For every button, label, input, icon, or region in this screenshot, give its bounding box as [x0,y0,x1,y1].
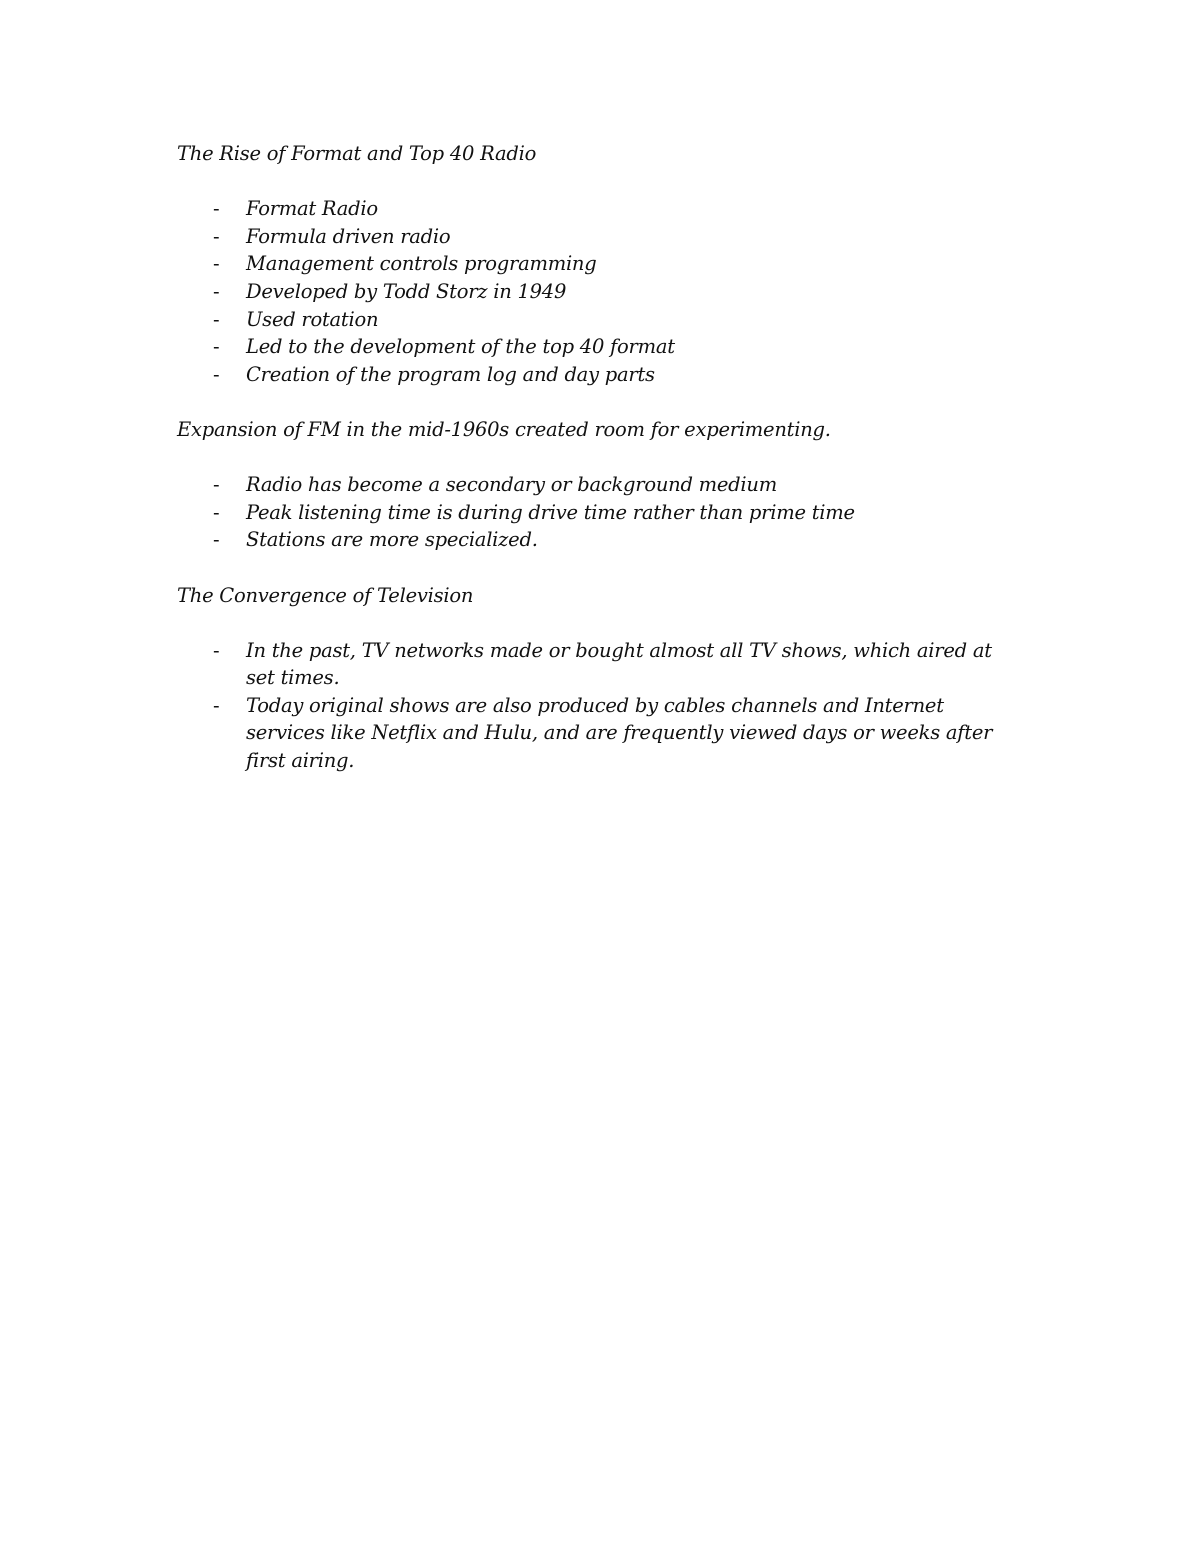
bullet-list-format-radio [177,195,1007,388]
list-item [177,195,1007,223]
list-item [177,526,1007,554]
list-item-text: Led to the development of the top 40 format [246,335,675,359]
list-item [177,637,1007,692]
list-item [177,306,1007,334]
dash-bullet: - [213,693,220,717]
list-item-text: In the past, TV networks made or bought almost all TV shows, which aired at set times. [246,638,992,690]
list-item [177,223,1007,251]
dash-bullet: - [213,500,220,524]
dash-bullet: - [213,307,220,331]
list-item-text: Format Radio [246,197,378,221]
section-heading-fm-expansion: Expansion of FM in the mid-1960s created room for experimenting. [177,417,831,441]
dash-bullet: - [213,252,220,276]
dash-bullet: - [213,335,220,359]
dash-bullet: - [213,473,220,497]
list-item [177,250,1007,278]
dash-bullet: - [213,197,220,221]
dash-bullet: - [213,362,220,386]
list-item-text: Used rotation [246,307,379,331]
list-item-text: Radio has become a secondary or background medium [246,473,777,497]
list-item [177,499,1007,527]
list-item-text: Formula driven radio [246,224,451,248]
list-item-text: Creation of the program log and day parts [246,362,655,386]
list-item [177,361,1007,389]
dash-bullet: - [213,638,220,662]
document-body [177,140,1007,802]
list-item-text: Today original shows are also produced by cables channels and Internet services like Netflix and Hulu, and are frequently viewed days or weeks after first airing. [246,693,993,773]
section-heading-format-radio: The Rise of Format and Top 40 Radio [177,142,537,165]
dash-bullet: - [213,279,220,303]
list-item [177,278,1007,306]
list-item-text: Management controls programming [246,252,597,276]
bullet-list-tv-convergence [177,637,1007,775]
list-item-text: Stations are more specialized. [246,528,538,552]
bullet-list-fm-expansion [177,471,1007,554]
list-item-text: Peak listening time is during drive time rather than prime time [246,500,855,524]
list-item [177,471,1007,499]
dash-bullet: - [213,528,220,552]
list-item [177,333,1007,361]
list-item-text: Developed by Todd Storz in 1949 [246,279,567,303]
dash-bullet: - [213,224,220,248]
list-item [177,692,1007,775]
section-heading-tv-convergence: The Convergence of Television [177,583,474,607]
